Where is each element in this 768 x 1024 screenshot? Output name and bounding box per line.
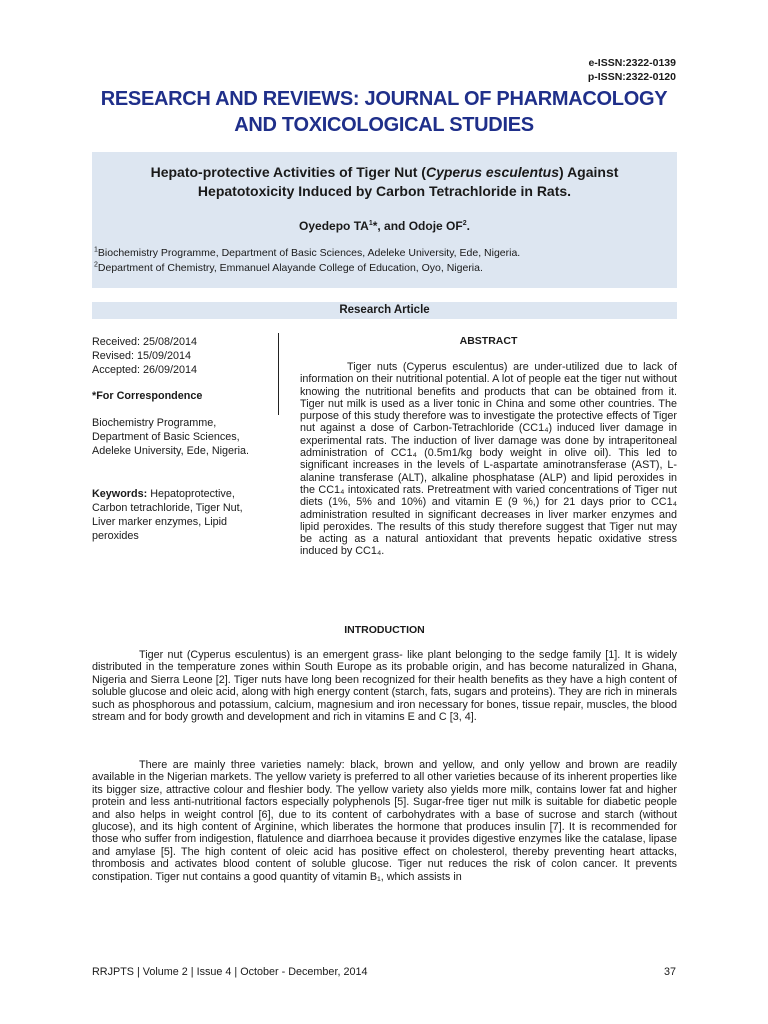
article-type-bar: Research Article xyxy=(92,302,677,319)
paper-title xyxy=(92,163,677,201)
correspondence-label: *For Correspondence xyxy=(92,390,203,402)
keywords xyxy=(92,487,262,543)
introduction-paragraph-2: There are mainly three varieties namely: black, brown and yellow, and only yellow and brown are readily available in the Nigerian markets. The yellow variety is preferred to all other varieties because of its inherent properties like its bigger size, attractive colour and fleshier body. The yellow variety also yields more milk, contains lower fat and higher protein and less anti-nutritional factors especially polyphenols [5]. Sugar-free tiger nut milk is suitable for diabetic people and also helps in weight control [6], due to its content of carbohydrates with a base of sucrose and starch (without glucose), and its high content of Arginine, which liberates the hormone that produces insulin [7]. It is recommended for those who suffer from indigestion, flatulence and diarrhoea because it provides digestive enzymes like the catalase, lipase and amylase [5]. The high content of oleic acid has positive effect on cholesterol, thereby preventing heart attacks, thrombosis and activates blood content of soluble glucose. Tiger nut reduces the risk of colon cancer. It prevents constipation. Tiger nut contains a good quantity of vitamin B₁, which assists in xyxy=(92,759,677,883)
title-line2: Hepatotoxicity Induced by Carbon Tetrachloride in Rats. xyxy=(197,183,572,199)
dates-block xyxy=(92,335,262,377)
affiliation-2-sup: 2 xyxy=(94,261,98,269)
affiliation-1 xyxy=(94,247,520,259)
accepted-date: Accepted: 26/09/2014 xyxy=(92,364,198,376)
affiliation-1-sup: 1 xyxy=(94,246,98,254)
footer-citation: RRJPTS | Volume 2 | Issue 4 | October - December, 2014 xyxy=(92,966,368,978)
correspondence-text: Biochemistry Programme, Department of Basic Sciences, Adeleke University, Ede, Nigeria. xyxy=(92,417,250,457)
abstract-body: Tiger nuts (Cyperus esculentus) are under-utilized due to lack of information on their nutritional potential. A lot of people eat the tiger nut without knowing the nutritional benefits and products that can be obtained from it. Tiger nut milk is used as a liver tonic in China and some other countries. The purpose of this study therefore was to investigate the protective effects of Tiger nut against a dose of Carbon-Tetrachloride (CC1₄) induced liver damage in experimental rats. The induction of liver damage was done by intraperitoneal administration of CC1₄ (0.5m1/kg body weight in olive oil). This led to significant increases in the levels of L-aspartate aminotransferase (AST), L-alanine transferase (ALT), alkaline phosphatase (ALP) and lipid peroxides in the CC1₄ intoxicated rats. Pretreatment with varied concentrations of Tiger nut diets (1%, 5% and 10%) and vitamin E (9 %,) for 21 days prior to CC1₄ administration resulted in significant decreases in liver marker enzymes and lipid peroxides. The results of this study therefore suggest that Tiger nut may be acting as a natural antioxidant that prevents hepatic oxidative stress induced by CC1₄. xyxy=(300,361,677,558)
authors-end: . xyxy=(466,219,470,233)
affiliation-2-text: Department of Chemistry, Emmanuel Alayande College of Education, Oyo, Nigeria. xyxy=(97,262,483,274)
journal-title-line2: AND TOXICOLOGICAL STUDIES xyxy=(234,114,534,136)
author-1: Oyedepo TA xyxy=(299,219,369,233)
introduction-heading: INTRODUCTION xyxy=(344,624,425,636)
p-issn: p-ISSN:2322-0120 xyxy=(587,71,676,83)
page-number: 37 xyxy=(663,966,676,978)
affiliation-1-text: Biochemistry Programme, Department of Basic Sciences, Adeleke University, Ede, Nigeria. xyxy=(97,247,521,259)
column-divider xyxy=(278,333,279,415)
title-part2: ) Against xyxy=(559,164,619,180)
article-header-box xyxy=(92,152,677,288)
keywords-label: Keywords: xyxy=(92,488,148,500)
author-1-sup: 1 xyxy=(368,220,373,227)
title-italic: Cyperus esculentus xyxy=(425,164,560,180)
e-issn: e-ISSN:2322-0139 xyxy=(588,57,676,69)
received-date: Received: 25/08/2014 xyxy=(92,336,198,348)
revised-date: Revised: 15/09/2014 xyxy=(92,350,192,362)
journal-title xyxy=(90,86,678,138)
journal-title-line1: RESEARCH AND REVIEWS: JOURNAL OF PHARMACOLOGY xyxy=(100,88,668,110)
abstract-heading: ABSTRACT xyxy=(459,335,518,347)
abstract-text xyxy=(300,361,677,558)
title-part1: Hepato-protective Activities of Tiger Nut ( xyxy=(150,164,426,180)
keywords-text: Hepatoprotective, Carbon tetrachloride, Tiger Nut, Liver marker enzymes, Lipid peroxides xyxy=(92,488,243,542)
authors xyxy=(92,219,677,233)
author-2-sup: 2 xyxy=(462,220,467,227)
introduction-paragraph-1: Tiger nut (Cyperus esculentus) is an emergent grass- like plant belonging to the sedge family [1]. It is widely distributed in the temperature zones within South Europe as its probable origin, and has become naturalized in Ghana, Nigeria and Sierra Leone [2]. Tiger nuts have long been recognized for their health benefits as they have a high content of soluble glucose and oleic acid, along with high energy content (starch, fats, sugars and proteins). They are rich in minerals such as phosphorous and potassium, calcium, magnesium and iron necessary for bones, tissue repair, muscles, the blood stream and for body growth and development and rich in vitamins E and C [3, 4]. xyxy=(92,649,677,724)
author-2: *, and Odoje OF xyxy=(372,219,463,233)
affiliation-2 xyxy=(94,262,483,274)
